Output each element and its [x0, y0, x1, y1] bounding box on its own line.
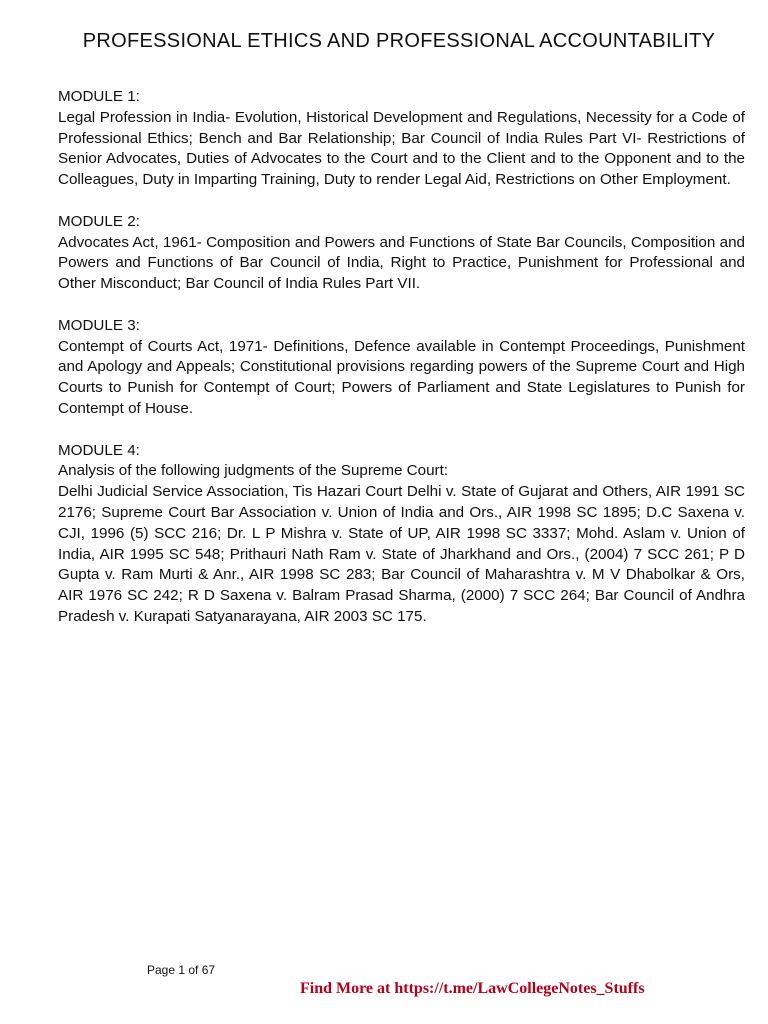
module-1 [58, 87, 745, 191]
module-heading: MODULE 4: [58, 441, 140, 459]
footer-link[interactable]: Find More at https://t.me/LawCollegeNotes_Stuffs [300, 980, 645, 997]
module-3 [58, 316, 745, 420]
module-heading: MODULE 3: [58, 316, 140, 334]
module-heading: MODULE 2: [58, 212, 140, 230]
page-title: PROFESSIONAL ETHICS AND PROFESSIONAL ACCOUNTABILITY [82, 30, 716, 52]
module-2 [58, 212, 745, 295]
module-intro-text: Analysis of the following judgments of the Supreme Court: [58, 462, 449, 480]
module-4 [58, 441, 745, 628]
document-body [58, 87, 745, 649]
module-heading: MODULE 1: [58, 88, 140, 105]
module-text: Legal Profession in India- Evolution, Historical Development and Regulations, Necessity for a Code of Professional Ethics; Bench and Bar Relationship; Bar Council of India Rules Part VI- Restrictions of Senior Advocates, Duties of Advocates to the Court and to the Client and to the Opponent and to the Colleagues, Duty in Imparting Training, Duty to render Legal Aid, Restrictions on Other Employment. [58, 108, 745, 189]
page-number: Page 1 of 67 [147, 963, 216, 977]
module-text: Advocates Act, 1961- Composition and Powers and Functions of State Bar Councils, Composition and Powers and Functions of Bar Council of India, Right to Practice, Punishment for Professional and Other Misconduct; Bar Council of India Rules Part VII. [58, 233, 745, 293]
module-text: Contempt of Courts Act, 1971- Definitions, Defence available in Contempt Proceedings, Punishment and Apology and Appeals; Constitutional provisions regarding powers of the Supreme Court and High Courts to Punish for Contempt of Court; Powers of Parliament and State Legislatures to Punish for Contempt of House. [58, 337, 745, 417]
module-text: Delhi Judicial Service Association, Tis Hazari Court Delhi v. State of Gujarat and Others, AIR 1991 SC 2176; Supreme Court Bar Association v. Union of India and Ors., AIR 1998 SC 1895; D.C Saxena v. CJI, 1996 (5) SCC 216; Dr. L P Mishra v. State of UP, AIR 1998 SC 3337; Mohd. Aslam v. Union of India, AIR 1995 SC 548; Prithauri Nath Ram v. State of Jharkhand and Ors., (2004) 7 SCC 261; P D Gupta v. Ram Murti & Anr., AIR 1998 SC 283; Bar Council of Maharashtra v. M V Dhabolkar & Ors, AIR 1976 SC 242; R D Saxena v. Balram Prasad Sharma, (2000) 7 SCC 264; Bar Council of Andhra Pradesh v. Kurapati Satyanarayana, AIR 2003 SC 175. [58, 483, 745, 625]
